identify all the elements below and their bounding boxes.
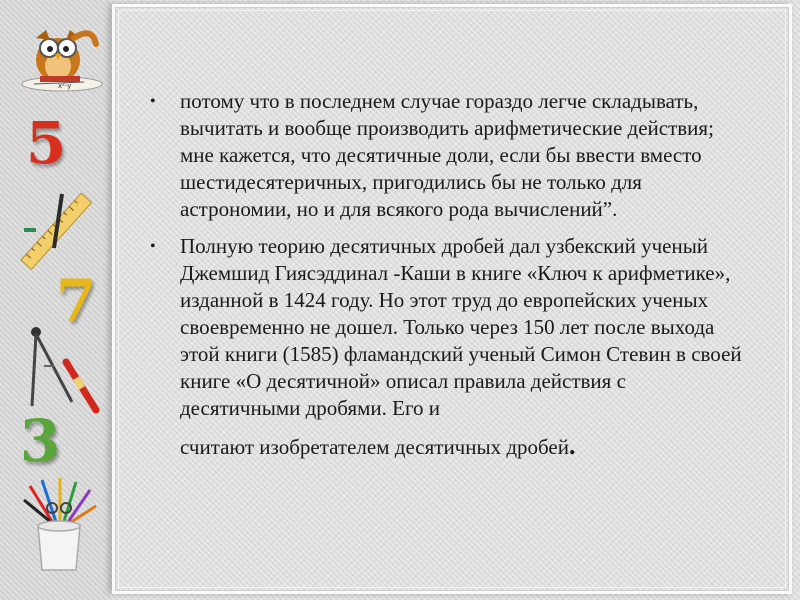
number-5-decoration: 5 [26, 109, 67, 177]
pencil-cup-icon [16, 478, 102, 574]
number-3-decoration: 3 [20, 407, 61, 475]
bullet-end-mark: . [569, 431, 576, 460]
bullet-icon: • [150, 238, 156, 255]
owl-icon [14, 18, 106, 94]
number-7-decoration: 7 [56, 267, 97, 335]
compass-icon [18, 322, 104, 414]
bullet-text: Полную теорию десятичных дробей дал узбекский ученый Джемшид Гиясэддинал -Каши в книге «Ключ к арифметике», изданной в 1424 году. Но этот труд до европейских ученых своевременно не дошел. Только через 150 лет после выхода этой книги (1585) фламандский ученый Симон Стевин в своей книге «О десятичной» описал правила действия с десятичными дробями. Его и [180, 234, 742, 420]
bullet-last-line-text: считают изобретателем десятичных дробей [180, 435, 569, 459]
svg-text:x²·y: x²·y [58, 82, 72, 90]
bullet-list [150, 88, 750, 461]
decorative-sidebar [0, 0, 110, 600]
list-item [150, 233, 750, 461]
bullet-icon: • [150, 93, 156, 110]
bullet-last-line [180, 432, 750, 461]
list-item [150, 88, 750, 223]
slide-body [150, 88, 750, 471]
ruler-icon [14, 188, 100, 276]
bullet-text: потому что в последнем случае гораздо легче складывать, вычитать и вообще производить арифметические действия; мне кажется, что десятичные доли, если бы ввести вместо шестидесятеричных, пригодились бы не только для астрономии, но и для всякого рода вычислений”. [180, 89, 714, 221]
